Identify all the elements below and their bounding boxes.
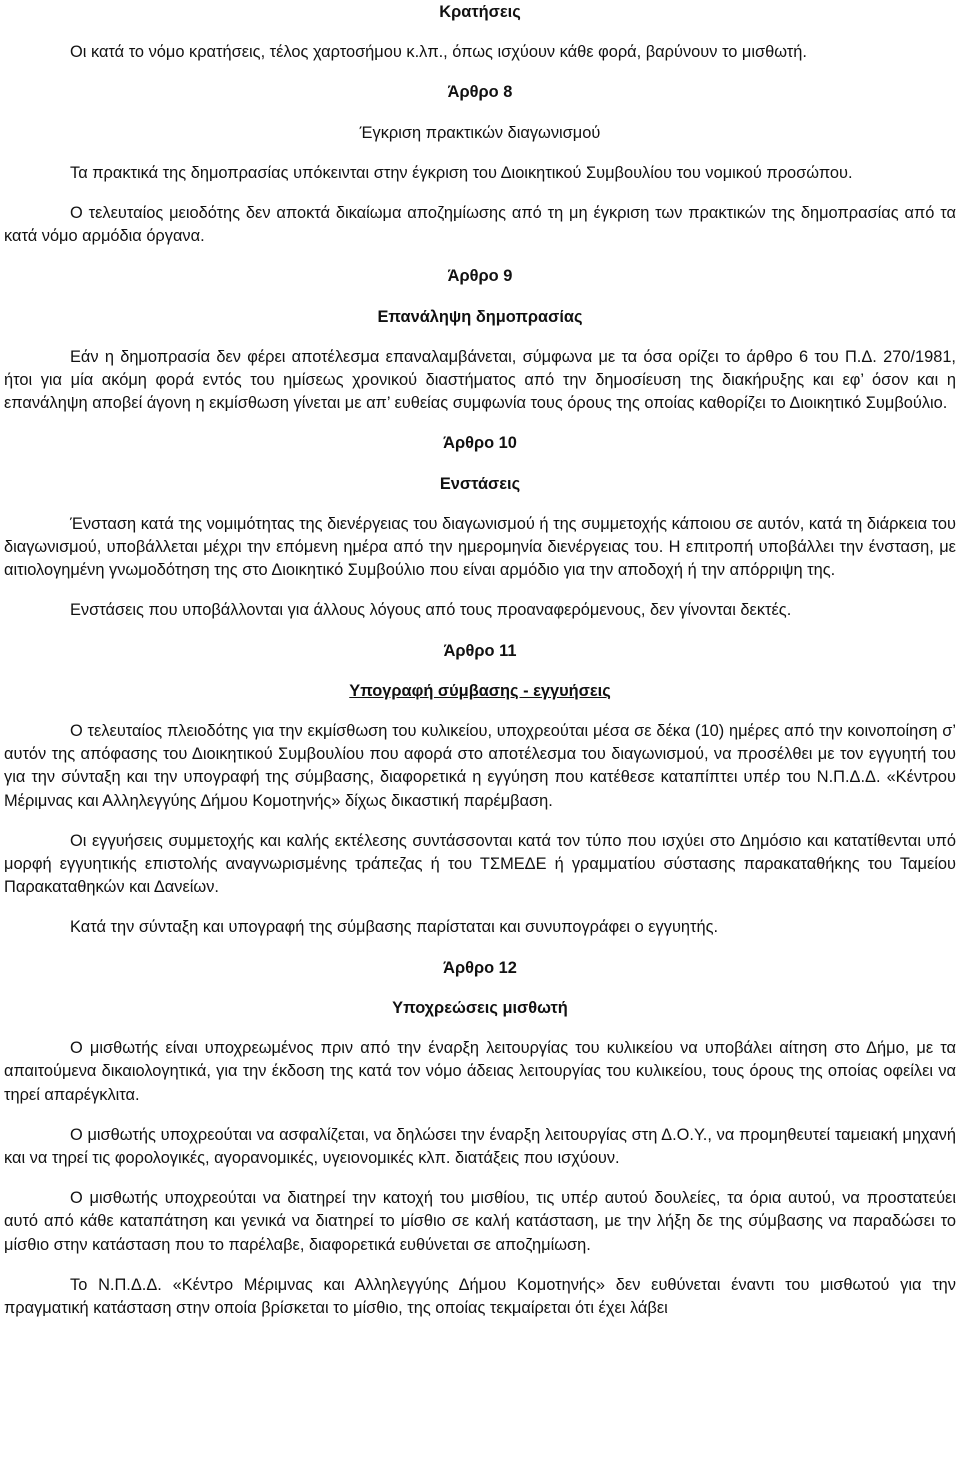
- document-body: [4, 0, 956, 1320]
- article-8-title: Άρθρο 8: [447, 83, 513, 102]
- article-9-subtitle: Επανάληψη δημοπρασίας: [377, 307, 583, 326]
- fees-heading: Κρατήσεις: [439, 3, 521, 21]
- article-9-paragraph-1: Εάν η δημοπρασία δεν φέρει αποτέλεσμα επαναλαμβάνεται, σύμφωνα με τα όσα ορίζει το άρθρο 6 του Π.Δ. 270/1981, ήτοι για μία ακόμη φορά εντός του ημίσεως χρονικού διαστήματος από την δημοσίευση της διακήρυξης και εφ’ όσον και η επανάληψη αποβεί άγονη η εκμίσθωση γίνεται με απ’ ευθείας συμφωνία τους όρους της οποίας καθορίζει το Διοικητικό Συμβούλιο.: [4, 347, 956, 413]
- article-11-paragraph-1: Ο τελευταίος πλειοδότης για την εκμίσθωση του κυλικείου, υποχρεούται μέσα σε δέκα (10) ημέρες από την κοινοποίηση σ’ αυτόν της απόφασης του Διοικητικού Συμβουλίου που αφορά στο αποτέλεσμα του διαγωνισμού, να προσέλθει με τον εγγυητή του για την σύνταξη και την υπογραφή της σύμβασης, διαφορετικά η εγγύηση που κατέθεσε καταπίπτει υπέρ του Ν.Π.Δ.Δ. «Κέντρου Μέριμνας και Αλληλεγγύης Δήμου Κομοτηνής» δίχως δικαστική παρέμβαση.: [4, 722, 956, 810]
- article-8-paragraph-1: Τα πρακτικά της δημοπρασίας υπόκεινται στην έγκριση του Διοικητικού Συμβουλίου του νομικού προσώπου.: [70, 163, 853, 182]
- fees-paragraph: Οι κατά το νόμο κρατήσεις, τέλος χαρτοσήμου κ.λπ., όπως ισχύουν κάθε φορά, βαρύνουν το μισθωτή.: [70, 43, 807, 62]
- article-12-paragraph-1: Ο μισθωτής είναι υποχρεωμένος πριν από την έναρξη λειτουργίας του κυλικείου να υποβάλει αίτηση στο Δήμο, με τα απαιτούμενα δικαιολογητικά, για την έκδοση της κατά τον νόμο άδειας λειτουργίας του κυλικείου, τους όρους της οποίας οφείλει να τηρεί απαρέγκλιτα.: [4, 1039, 956, 1104]
- article-10-paragraph-1: Ένσταση κατά της νομιμότητας της διενέργειας του διαγωνισμού ή της συμμετοχής κάποιου σε αυτόν, κατά τη διάρκεια του διαγωνισμού, υποβάλλεται μέχρι την επόμενη ημέρα από την ημερομηνία διενέργειας του. Η επιτροπή υποβάλλει την ένσταση, με αιτιολογημένη γνωμοδότηση της στο Διοικητικό Συμβούλιο που είναι αρμόδιο για την αποδοχή ή την απόρριψη της.: [4, 514, 956, 580]
- article-12-paragraph-4: Το Ν.Π.Δ.Δ. «Κέντρο Μέριμνας και Αλληλεγγύης Δήμου Κομοτηνής» δεν ευθύνεται έναντι του μισθωτού για την πραγματική κατάσταση στην οποία βρίσκεται το μίσθιο, της οποίας τεκμαίρεται ότι έχει λάβει: [4, 1275, 956, 1317]
- article-11-paragraph-2: Οι εγγυήσεις συμμετοχής και καλής εκτέλεσης συντάσσονται κατά τον τύπο που ισχύει στο Δημόσιο και κατατίθενται υπό μορφή εγγυητικής επιστολής αναγνωρισμένης τράπεζας ή του ΤΣΜΕΔΕ ή γραμματίου σύστασης παρακαταθήκης του Ταμείου Παρακαταθηκών και Δανείων.: [4, 831, 956, 897]
- article-10-title: Άρθρο 10: [443, 434, 517, 453]
- article-11-paragraph-3: Κατά την σύνταξη και υπογραφή της σύμβασης παρίσταται και συνυπογράφει ο εγγυητής.: [70, 918, 719, 937]
- article-12-paragraph-2: Ο μισθωτής υποχρεούται να ασφαλίζεται, να δηλώσει την έναρξη λειτουργίας στη Δ.Ο.Υ., να προμηθευτεί ταμειακή μηχανή και να τηρεί τις φορολογικές, αγορανομικές, υγειονομικές κλπ. διατάξεις που ισχύουν.: [4, 1125, 956, 1167]
- article-10-subtitle: Ενστάσεις: [439, 474, 521, 493]
- article-10-paragraph-2: Ενστάσεις που υποβάλλονται για άλλους λόγους από τους προαναφερόμενους, δεν γίνονται δεκτές.: [70, 601, 792, 620]
- article-9-title: Άρθρο 9: [447, 267, 513, 286]
- article-11-title: Άρθρο 11: [443, 641, 517, 660]
- article-12-subtitle: Υποχρεώσεις μισθωτή: [392, 998, 568, 1017]
- article-8-paragraph-2: Ο τελευταίος μειοδότης δεν αποκτά δικαίωμα αποζημίωσης από τη μη έγκριση των πρακτικών της δημοπρασίας από τα κατά νόμο αρμόδια όργανα.: [4, 204, 956, 246]
- article-11-subtitle: Υπογραφή σύμβασης - εγγυήσεις: [349, 681, 611, 700]
- article-12-title: Άρθρο 12: [443, 958, 517, 977]
- article-8-subtitle: Έγκριση πρακτικών διαγωνισμού: [359, 123, 601, 142]
- article-12-paragraph-3: Ο μισθωτής υποχρεούται να διατηρεί την κατοχή του μισθίου, τις υπέρ αυτού δουλείες, τα όρια αυτού, να προστατεύει αυτό από κάθε καταπάτηση και γενικά να διατηρεί το μίσθιο σε καλή κατάσταση, με την λήξη δε της σύμβασης να παραδώσει το μίσθιο στην κατάσταση που το παρέλαβε, διαφορετικά ευθύνεται σε αποζημίωση.: [4, 1189, 956, 1254]
